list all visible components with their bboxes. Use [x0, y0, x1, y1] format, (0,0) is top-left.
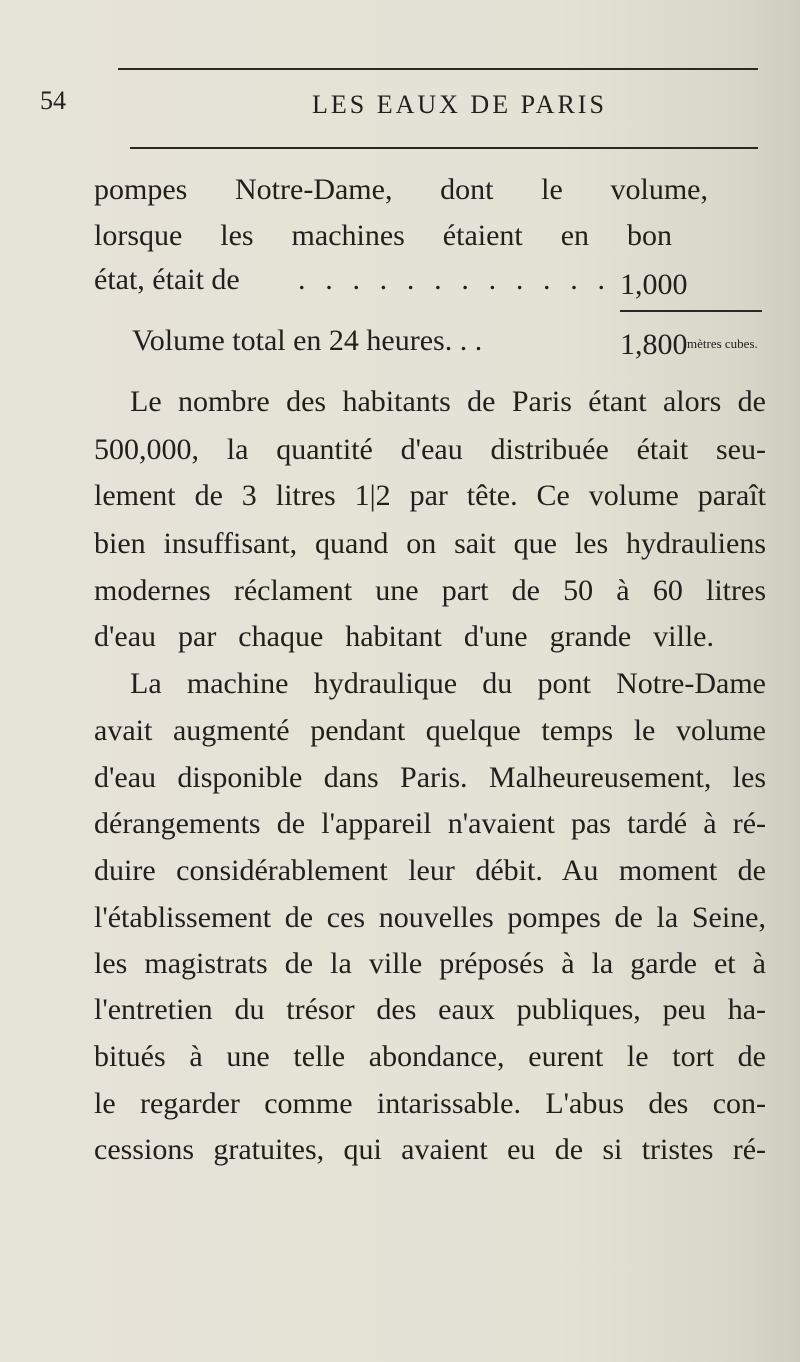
top-rule	[118, 68, 758, 70]
body-line: bien insuffisant, quand on sait que les hydrauliens	[94, 527, 766, 560]
body-line: avait augmenté pendant quelque temps le volume	[94, 714, 766, 747]
body-line: l'entretien du trésor des eaux publiques, peu ha-	[94, 993, 766, 1026]
total-unit: mètres cubes.	[687, 336, 758, 351]
tally-value: 1,000	[620, 268, 688, 301]
sum-rule	[620, 310, 762, 312]
body-line: lement de 3 litres 1|2 par tête. Ce volume paraît	[94, 479, 766, 512]
dot-leader: . . . . . . . . . . . .	[298, 263, 606, 296]
body-line: bitués à une telle abondance, eurent le tort de	[94, 1040, 766, 1073]
body-line: dérangements de l'appareil n'avaient pas tardé à ré-	[94, 807, 766, 840]
body-line: d'eau par chaque habitant d'une grande ville.	[94, 620, 714, 653]
body-line: duire considérablement leur débit. Au moment de	[94, 854, 766, 887]
page-number: 54	[40, 86, 66, 115]
body-line: modernes réclament une part de 50 à 60 litres	[94, 574, 766, 607]
header-rule	[130, 147, 758, 149]
body-line: les magistrats de la ville préposés à la garde et à	[94, 947, 766, 980]
body-line: 500,000, la quantité d'eau distribuée était seu-	[94, 433, 766, 466]
body-line: d'eau disponible dans Paris. Malheureusement, les	[94, 761, 766, 794]
total-value: 1,800	[620, 328, 688, 361]
running-title: LES EAUX DE PARIS	[312, 90, 607, 119]
body-line: La machine hydraulique du pont Notre-Dame	[130, 667, 766, 700]
tally-label: état, était de	[94, 263, 240, 296]
body-line: le regarder comme intarissable. L'abus des con-	[94, 1087, 766, 1120]
body-line: l'établissement de ces nouvelles pompes de la Seine,	[94, 901, 766, 934]
text-line-1: pompes Notre-Dame, dont le volume,	[94, 173, 708, 206]
total-label: Volume total en 24 heures. . .	[132, 324, 483, 357]
body-line: cessions gratuites, qui avaient eu de si tristes ré-	[94, 1133, 766, 1166]
body-line: Le nombre des habitants de Paris étant alors de	[130, 385, 766, 418]
text-line-2: lorsque les machines étaient en bon	[94, 219, 672, 252]
